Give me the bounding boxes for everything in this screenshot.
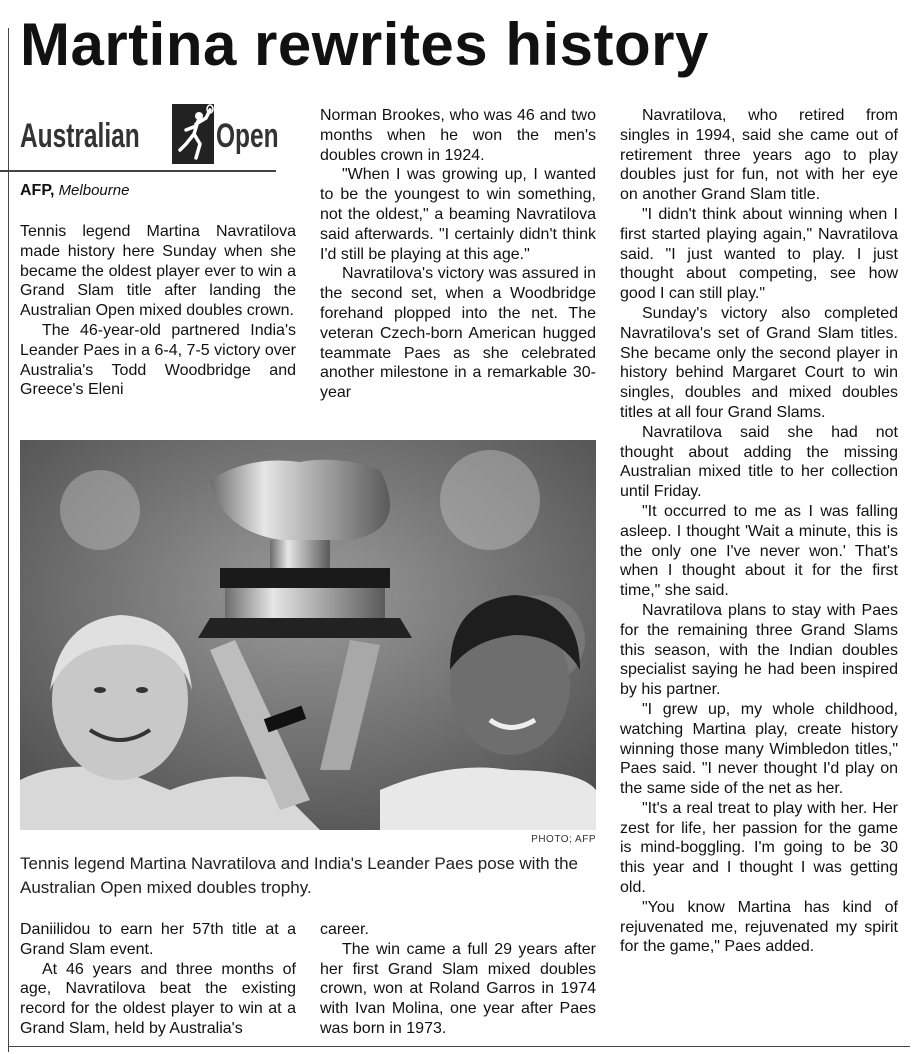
photo-caption: Tennis legend Martina Navratilova and India's Leander Paes pose with the Australian Open mixed doubles trophy. bbox=[20, 854, 578, 897]
paragraph: "I didn't think about winning when I first started playing again," Navratilova said. "I just wanted to play. I just thought about competing, see how good I can still play." bbox=[620, 205, 898, 303]
paragraph: Navratilova, who retired from singles in 1994, said she came out of retirement three years ago to play doubles just for fun, not with her eye on another Grand Slam title. bbox=[620, 107, 898, 204]
news-photo bbox=[20, 440, 596, 830]
logo-divider bbox=[0, 170, 276, 172]
paragraph: The win came a full 29 years after her first Grand Slam mixed doubles crown, won at Roland Garros in 1974 with Ivan Molina, one year after Paes was born in 1973. bbox=[320, 940, 596, 1037]
bottom-rule bbox=[8, 1046, 910, 1047]
logo-word-australian: Australian bbox=[20, 117, 140, 155]
paragraph: Navratilova plans to stay with Paes for the remaining three Grand Slams this season, with the Indian doubles specialist saying he had been inspired by his partner. bbox=[620, 601, 898, 699]
paragraph: Tennis legend Martina Navratilova made history here Sunday when she became the oldest player ever to win a Grand Slam title after landing the Australian Open mixed doubles crown. bbox=[20, 223, 296, 320]
headline: Martina rewrites history bbox=[20, 11, 709, 78]
australian-open-logo bbox=[20, 104, 296, 166]
photo-credit: PHOTO; AFP bbox=[531, 834, 596, 845]
paragraph: career. bbox=[320, 921, 369, 938]
paragraph: Norman Brookes, who was 46 and two months when he won the men's doubles crown in 1924. bbox=[320, 107, 596, 164]
paragraph: "It's a real treat to play with her. Her zest for life, her passion for the game is mind-boggling. I'm going to be 30 this year and I thought I was getting old. bbox=[620, 799, 898, 897]
paragraph: "It occurred to me as I was falling asleep. I thought 'Wait a minute, this is the only one I've never won.' That's when I thought about it for the first time," she said. bbox=[620, 502, 898, 600]
left-column-rule bbox=[8, 28, 9, 1052]
paragraph: "When I was growing up, I wanted to be the youngest to win something, not the oldest," a beaming Navratilova said afterwards. "I certainly didn't think I'd still be playing at this age." bbox=[320, 166, 596, 263]
byline-agency: AFP, bbox=[20, 182, 55, 199]
paragraph: Sunday's victory also completed Navratilova's set of Grand Slam titles. She became only the second player in history behind Margaret Court to win singles, doubles and mixed doubles titles at all four Grand Slams. bbox=[620, 304, 898, 421]
tennis-player-icon bbox=[172, 104, 214, 164]
article-column-2-top bbox=[320, 106, 596, 403]
paragraph: Navratilova's victory was assured in the second set, when a Woodbridge forehand plopped into the net. The veteran Czech-born American hugged teammate Paes as she celebrated another milestone in a remarkable 30-year bbox=[320, 265, 596, 402]
byline-location: Melbourne bbox=[58, 182, 130, 199]
paragraph: "You know Martina has kind of rejuvenated me, rejuvenated my spirit for the game," Paes added. bbox=[620, 898, 898, 956]
paragraph: Daniilidou to earn her 57th title at a Grand Slam event. bbox=[20, 921, 296, 958]
article-column-3 bbox=[620, 106, 898, 957]
paragraph: Navratilova said she had not thought about adding the missing Australian mixed title to her collection until Friday. bbox=[620, 423, 898, 501]
article-column-1-top bbox=[20, 222, 296, 400]
paragraph: At 46 years and three months of age, Navratilova beat the existing record for the oldest player to win at a Grand Slam, held by Australia's bbox=[20, 960, 296, 1037]
paragraph: The 46-year-old partnered India's Leander Paes in a 6-4, 7-5 victory over Australia's Todd Woodbridge and Greece's Eleni bbox=[20, 321, 296, 399]
article-column-1-bottom bbox=[20, 920, 296, 1039]
byline bbox=[20, 180, 129, 202]
article-column-2-bottom bbox=[320, 920, 596, 1039]
logo-word-open: Open bbox=[216, 117, 279, 155]
paragraph: "I grew up, my whole childhood, watching Martina play, create history winning those many Wimbledon titles," Paes said. "I never thought I'd play on the same side of the net as her. bbox=[620, 700, 898, 798]
photo-illustration bbox=[20, 440, 596, 830]
